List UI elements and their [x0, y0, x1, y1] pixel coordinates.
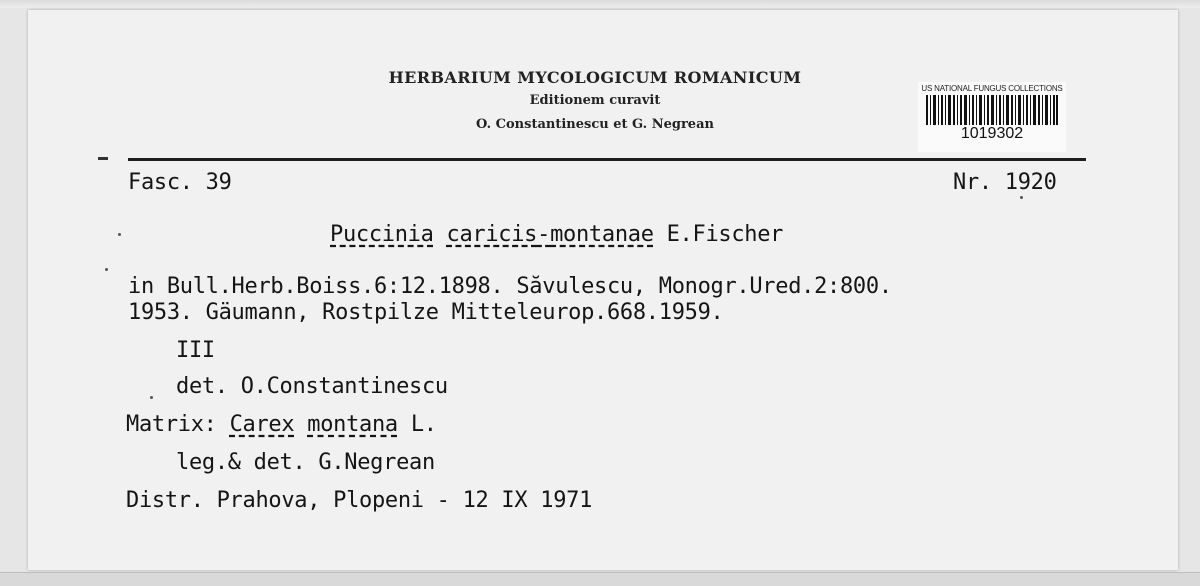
header-rule: [128, 158, 1086, 161]
editor-names: O. Constantinescu et G. Negrean: [476, 117, 714, 132]
collector-line: leg.& det. G.Negrean: [176, 450, 435, 475]
species-epithet-part1: caricis: [446, 222, 538, 247]
citation-line-1: in Bull.Herb.Boiss.6:12.1898. Săvulescu, Monogr.Ured.2:800.: [128, 274, 892, 299]
editor-subtitle: Editionem curavit: [529, 93, 661, 108]
species-name: [330, 222, 783, 247]
barcode-institution: US NATIONAL FUNGUS COLLECTIONS: [921, 84, 1063, 93]
citation-line-2: 1953. Gäumann, Rostpilze Mitteleurop.668.1959.: [128, 300, 724, 325]
page-bottom-edge: [0, 572, 1200, 586]
species-author: E.Fischer: [666, 222, 784, 247]
species-genus: Puccinia: [330, 222, 434, 247]
locality-line: Distr. Prahova, Plopeni - 12 IX 1971: [126, 488, 593, 513]
barcode-number: 1019302: [960, 125, 1024, 142]
host-species: montana: [307, 412, 398, 437]
label-header: [330, 66, 860, 138]
page-top-edge: [0, 0, 1200, 8]
barcode-sticker: [918, 82, 1066, 152]
specimen-number: Nr. 1920: [953, 170, 1057, 195]
species-epithet-hyphen: -: [537, 222, 551, 247]
matrix-prefix: Matrix:: [126, 412, 217, 437]
fascicle-number: Fasc. 39: [128, 170, 232, 195]
matrix-line: [126, 412, 437, 437]
barcode-icon: [926, 95, 1058, 125]
spore-stage: III: [176, 338, 215, 363]
herbarium-title: HERBARIUM MYCOLOGICUM ROMANICUM: [388, 68, 802, 87]
species-epithet-part2: montanae: [550, 222, 654, 247]
host-author: L.: [410, 412, 437, 437]
determination: det. O.Constantinescu: [176, 374, 448, 399]
host-genus: Carex: [229, 412, 295, 437]
margin-mark: [98, 157, 108, 160]
